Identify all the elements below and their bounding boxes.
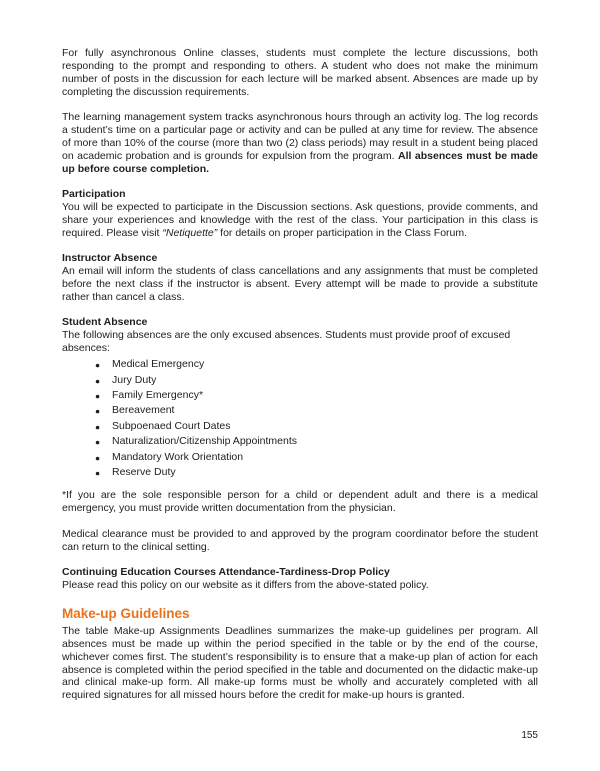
makeup-guidelines-heading: Make-up Guidelines [62, 605, 190, 621]
lms-tracking-text: The learning management system tracks asynchronous hours through an activity log. The log records a student’s time on a particular page or activity and can be pulled at any time for review. The absence of more than 10% of the course (more than two (2) class periods) may result in a student being placed on academic probation and is grounds for expulsion from the program. [62, 111, 538, 162]
excused-absence-item: ● Medical Emergency [95, 357, 538, 372]
instructor-absence-body: An email will inform the students of class cancellations and any assignments that must be completed before the next class if the instructor is absent. Every attempt will be made to provide a substitute rather than cancel a class. [62, 265, 538, 303]
excused-absence-item: ● Mandatory Work Orientation [95, 450, 538, 465]
makeup-guidelines-body: The table Make-up Assignments Deadlines summarizes the make-up guidelines per program. All absences must be made up within the period specified in the table or by the end of the course, whichever comes first. The student’s responsibility is to ensure that a make-up plan of action for each absence is completed within the period specified in the table and documented on the didactic make-up and clinical make-up form. All make-up forms must be wholly and accurately completed with all required signatures for all missed hours before the credit for make-up hours is granted. [62, 624, 538, 702]
netiquette-reference: “Netiquette” [162, 226, 218, 239]
excused-absence-item: ● Reserve Duty [95, 465, 538, 480]
excused-absence-item: ● Naturalization/Citizenship Appointments [95, 434, 538, 449]
participation-text-after: for details on proper participation in the Class Forum. [217, 226, 468, 239]
excused-absence-item: ● Bereavement [95, 403, 538, 418]
student-absence-intro: The following absences are the only excused absences. Students must provide proof of excused absences: [62, 329, 511, 355]
section-student-absence [62, 316, 538, 480]
excused-absence-item: ● Jury Duty [95, 373, 538, 388]
instructor-absence-heading: Instructor Absence [62, 252, 158, 265]
participation-text-before: You will be expected to participate in the Discussion sections. Ask questions, provide comments, and share your experiences and knowledge with the rest of the class. Your participation in this class is required. Please visit [62, 201, 538, 239]
continuing-education-body: Please read this policy on our website as it differs from the above-stated policy. [62, 578, 429, 591]
medical-clearance-note: Medical clearance must be provided to and approved by the program coordinator before the student can return to the clinical setting. [62, 527, 538, 553]
excused-absences-list [62, 357, 538, 480]
section-instructor-absence [62, 252, 538, 304]
section-continuing-education [62, 566, 538, 592]
asterisk-note: *If you are the sole responsible person for a child or dependent adult and there is a medical emergency, you must provide written documentation from the physician. [62, 489, 538, 515]
paragraph-async-classes: For fully asynchronous Online classes, students must complete the lecture discussions, both responding to the prompt and responding to others. A student who does not make the minimum number of posts in the discussion for each lecture will be marked absent. Absences are made up by completing the discussion requirements. [62, 47, 538, 98]
section-participation [62, 188, 538, 240]
student-absence-heading: Student Absence [62, 316, 148, 329]
page-number: 155 [521, 730, 538, 741]
participation-body [62, 201, 538, 240]
participation-heading: Participation [62, 188, 126, 201]
paragraph-lms-tracking [62, 111, 538, 176]
continuing-education-heading: Continuing Education Courses Attendance-Tardiness-Drop Policy [62, 566, 390, 578]
lms-tracking-bold-text: All absences must be made up before course completion. [62, 149, 538, 175]
excused-absence-item: ● Family Emergency* [95, 388, 538, 403]
excused-absence-item: ● Subpoenaed Court Dates [95, 419, 538, 434]
